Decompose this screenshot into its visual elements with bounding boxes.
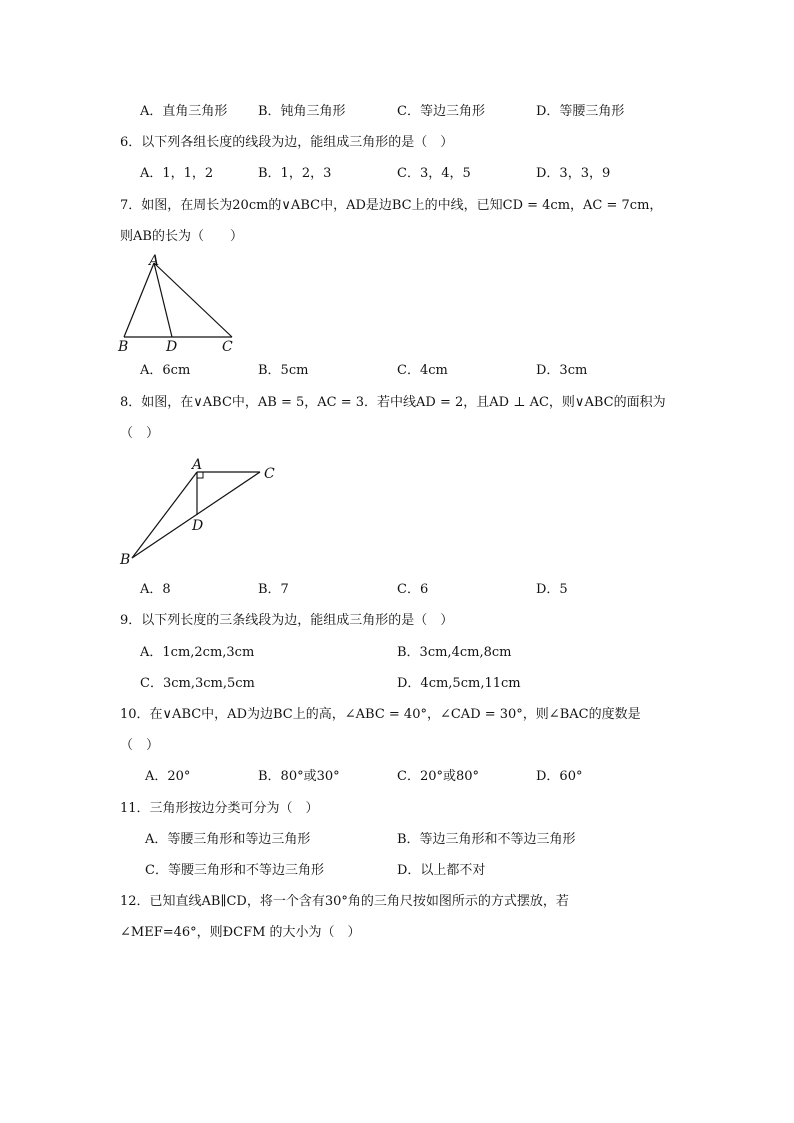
- q7-segment-ac: [154, 263, 232, 337]
- q10-option-b: B．80°或30°: [258, 769, 340, 784]
- q9-option-c: C．3cm,3cm,5cm: [140, 676, 255, 691]
- q5-option-a: A．直角三角形: [140, 104, 228, 119]
- q7-label-c: C: [222, 339, 233, 355]
- q6-option-c: C．3，4，5: [397, 166, 471, 181]
- q11-stem: 11．三角形按边分类可分为（ ）: [120, 801, 319, 816]
- q8-triangle-figure: [112, 452, 287, 570]
- q8-option-c: C．6: [397, 582, 429, 597]
- q7-option-c: C．4cm: [397, 363, 448, 378]
- q8-segment-bc: [132, 472, 260, 558]
- q6-option-d: D．3，3，9: [536, 166, 611, 181]
- q7-option-b: B．5cm: [258, 363, 309, 378]
- q8-label-a: A: [192, 457, 203, 473]
- q10-option-d: D．60°: [536, 769, 583, 784]
- q8-stem-line2: （ ）: [120, 426, 160, 441]
- q11-option-b: B．等边三角形和不等边三角形: [397, 832, 576, 847]
- q8-segment-ab: [132, 472, 197, 558]
- q7-option-d: D．3cm: [536, 363, 588, 378]
- q7-stem-line2: 则AB的长为（ ）: [120, 229, 243, 244]
- q9-option-b: B．3cm,4cm,8cm: [397, 645, 512, 660]
- q9-stem: 9．以下列长度的三条线段为边，能组成三角形的是（ ）: [120, 613, 454, 628]
- q8-option-b: B．7: [258, 582, 289, 597]
- q12-stem-line2: ∠MEF=46°，则ÐCFM 的大小为（ ）: [120, 925, 361, 940]
- q8-option-d: D．5: [536, 582, 568, 597]
- q7-label-d: D: [166, 339, 178, 355]
- q8-label-b: B: [120, 552, 131, 568]
- q7-option-a: A．6cm: [140, 363, 191, 378]
- q11-option-a: A．等腰三角形和等边三角形: [145, 832, 311, 847]
- q10-option-a: A．20°: [145, 769, 191, 784]
- q10-option-c: C．20°或80°: [397, 769, 480, 784]
- q8-label-d: D: [192, 518, 204, 534]
- q7-segment-ab: [124, 263, 154, 337]
- q7-label-a: A: [149, 253, 160, 269]
- q7-label-b: B: [118, 339, 129, 355]
- q5-option-b: B．钝角三角形: [258, 104, 346, 119]
- q6-option-b: B．1，2，3: [258, 166, 332, 181]
- q6-option-a: A．1，1，2: [140, 166, 214, 181]
- q10-stem-line1: 10．在∨ABC中，AD为边BC上的高，∠ABC = 40°，∠CAD = 30°，则∠BAC的度数是: [120, 707, 641, 722]
- q11-option-d: D．以上都不对: [397, 863, 486, 878]
- q5-option-d: D．等腰三角形: [536, 104, 625, 119]
- q6-stem: 6．以下列各组长度的线段为边，能组成三角形的是（ ）: [120, 135, 454, 150]
- q12-stem-line1: 12．已知直线AB∥CD，将一个含有30°角的三角尺按如图所示的方式摆放，若: [120, 894, 569, 909]
- q9-option-d: D．4cm,5cm,11cm: [397, 676, 521, 691]
- q7-triangle-figure: [112, 250, 247, 355]
- q11-option-c: C．等腰三角形和不等边三角形: [145, 863, 324, 878]
- q10-stem-line2: （ ）: [120, 738, 160, 753]
- q8-option-a: A．8: [140, 582, 171, 597]
- q8-label-c: C: [264, 466, 275, 482]
- q7-segment-ad: [154, 263, 172, 337]
- q5-option-c: C．等边三角形: [397, 104, 485, 119]
- q9-option-a: A．1cm,2cm,3cm: [140, 645, 255, 660]
- q7-stem-line1: 7．如图，在周长为20cm的∨ABC中，AD是边BC上的中线，已知CD = 4cm，AC = 7cm，: [120, 198, 663, 213]
- q8-stem-line1: 8．如图，在∨ABC中，AB = 5，AC = 3．若中线AD = 2，且AD ⊥ AC，则∨ABC的面积为: [120, 395, 666, 410]
